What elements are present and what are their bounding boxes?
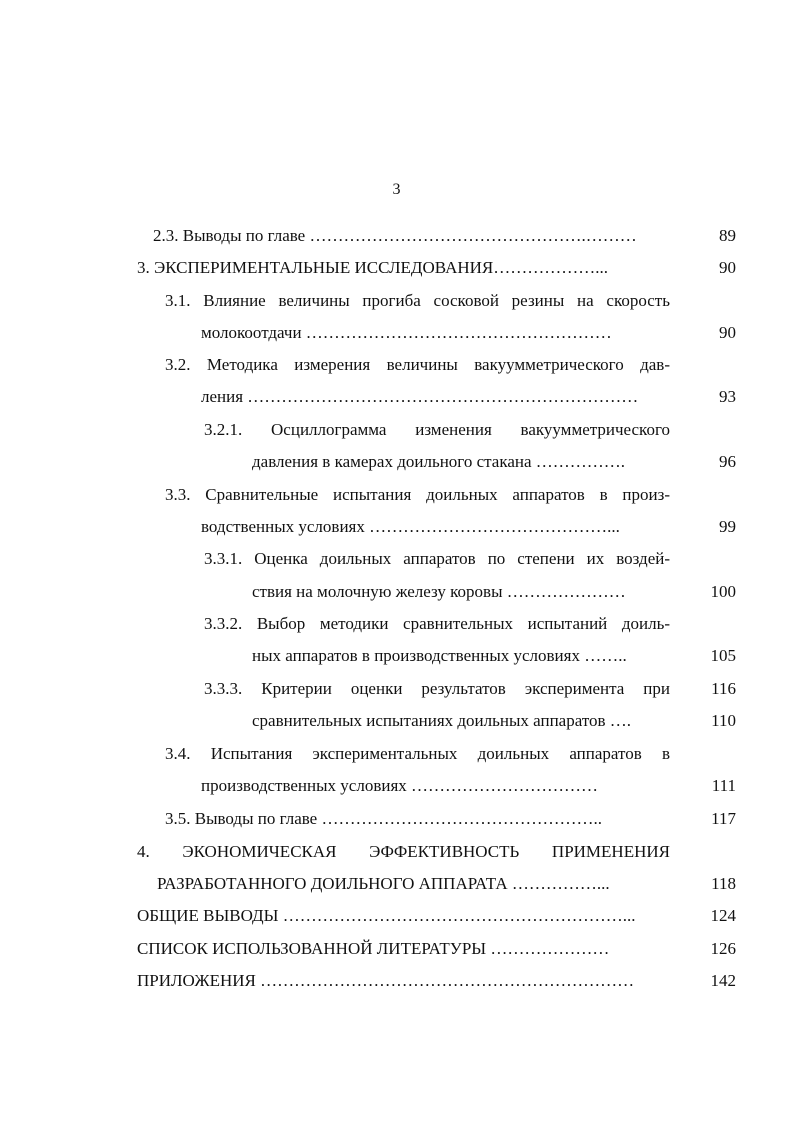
toc-page-3-2: 93 (719, 387, 736, 406)
toc-page-3-3: 99 (719, 517, 736, 536)
toc-page-conclusions: 124 (710, 906, 736, 925)
toc-page-3-1: 90 (719, 323, 736, 342)
toc-page-3-3-3-a: 116 (711, 679, 736, 698)
toc-entry-3-3-2-cont[interactable]: ных аппаратов в производственных условиях …….. (252, 646, 627, 665)
toc-entry-references[interactable]: СПИСОК ИСПОЛЬЗОВАННОЙ ЛИТЕРАТУРЫ ………………… (137, 939, 610, 958)
page-number: 3 (392, 181, 401, 198)
toc-page-3-2-1: 96 (719, 452, 736, 471)
toc-entry-3-3-1[interactable]: 3.3.1. Оценка доильных аппаратов по степени их воздей- (204, 549, 670, 568)
toc-entry-3-4[interactable]: 3.4. Испытания экспериментальных доильных аппаратов в (165, 744, 670, 763)
toc-entry-4[interactable]: 4. ЭКОНОМИЧЕСКАЯ ЭФФЕКТИВНОСТЬ ПРИМЕНЕНИЯ (137, 842, 670, 861)
toc-entry-3-2-1-cont[interactable]: давления в камерах доильного стакана ……………. (252, 452, 626, 471)
toc-entry-3-3-2[interactable]: 3.3.2. Выбор методики сравнительных испытаний доиль- (204, 614, 670, 633)
toc-entry-3-3-cont[interactable]: водственных условиях ……………………………………... (201, 517, 620, 536)
toc-page-references: 126 (710, 939, 736, 958)
toc-entry-2-3[interactable]: 2.3. Выводы по главе ………………………………………….……… (153, 226, 637, 245)
toc-entry-3[interactable]: 3. ЭКСПЕРИМЕНТАЛЬНЫЕ ИССЛЕДОВАНИЯ………………... (137, 258, 608, 277)
toc-entry-appendices[interactable]: ПРИЛОЖЕНИЯ ………………………………………………………… (137, 971, 635, 990)
toc-page-3-3-1: 100 (710, 582, 736, 601)
toc-page-4: 118 (711, 874, 736, 893)
toc-entry-3-5[interactable]: 3.5. Выводы по главе ………………………………………….. (165, 809, 602, 828)
toc-page-3: 90 (719, 258, 736, 277)
toc-entry-conclusions[interactable]: ОБЩИЕ ВЫВОДЫ ……………………………………………………... (137, 906, 636, 925)
toc-entry-3-1-cont[interactable]: молокоотдачи ……………………………………………… (201, 323, 612, 342)
toc-entry-3-2-1[interactable]: 3.2.1. Осциллограмма изменения вакуумметрического (204, 420, 670, 439)
toc-entry-3-3-3-cont[interactable]: сравнительных испытаниях доильных аппаратов …. (252, 711, 632, 730)
toc-page-3-3-3-b: 110 (711, 711, 736, 730)
toc-entry-3-1[interactable]: 3.1. Влияние величины прогиба сосковой резины на скорость (165, 291, 670, 310)
toc-entry-3-3-1-cont[interactable]: ствия на молочную железу коровы ………………… (252, 582, 626, 601)
toc-entry-3-2-cont[interactable]: ления …………………………………………………………… (201, 387, 639, 406)
toc-page-2-3: 89 (719, 226, 736, 245)
toc-entry-3-2[interactable]: 3.2. Методика измерения величины вакуумметрического дав- (165, 355, 670, 374)
toc-entry-4-cont[interactable]: РАЗРАБОТАННОГО ДОИЛЬНОГО АППАРАТА ……………... (157, 874, 610, 893)
toc-entry-3-4-cont[interactable]: производственных условиях …………………………… (201, 776, 599, 795)
toc-entry-3-3-3[interactable]: 3.3.3. Критерии оценки результатов эксперимента при (204, 679, 670, 698)
toc-page-3-4: 111 (711, 776, 736, 795)
toc-entry-3-3[interactable]: 3.3. Сравнительные испытания доильных аппаратов в произ- (165, 485, 670, 504)
toc-page-3-3-2: 105 (710, 646, 736, 665)
toc-page-3-5: 117 (711, 809, 736, 828)
toc-page-appendices: 142 (710, 971, 736, 990)
